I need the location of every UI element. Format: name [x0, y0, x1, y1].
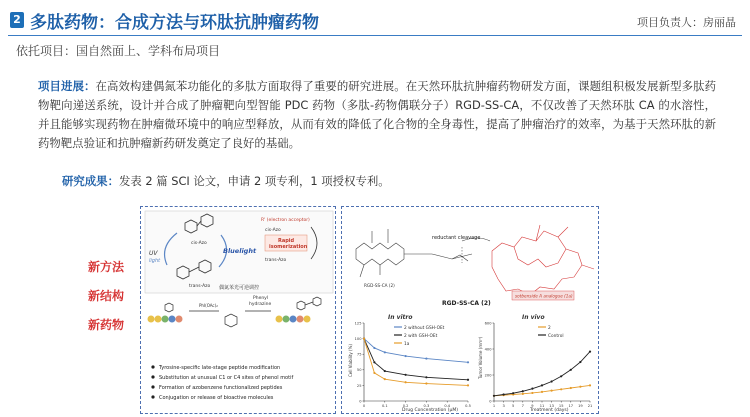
y-tick-label: 125	[354, 321, 362, 326]
cyclic-peptide-structure	[492, 225, 594, 295]
bullet-3: Formation of azobenzene functionalized peptides	[159, 385, 283, 391]
y-tick-label: 0	[489, 399, 492, 404]
y-tick-label: 200	[484, 373, 492, 378]
pdc-figure-panel	[341, 206, 599, 414]
x-tick-label: 1	[492, 404, 496, 408]
data-point	[384, 378, 386, 380]
trans-azo-label: trans-Azo	[189, 284, 211, 289]
data-point	[570, 369, 572, 371]
progress-label: 项目进展：	[38, 79, 96, 93]
bullet-dot	[151, 385, 154, 388]
analogue-label: sotbenside A analogue (1a)	[515, 293, 573, 299]
series-line-control	[494, 352, 590, 396]
legend-with: 2 with GSH-OEt	[404, 334, 438, 339]
rgd-structure-label: RGD-SS-CA (2)	[364, 283, 395, 288]
side-label-new-method: 新方法	[88, 260, 125, 274]
x-tick-label: 13	[549, 404, 554, 408]
data-point	[589, 384, 591, 386]
rapid-label: Rapid	[278, 238, 295, 244]
data-point	[373, 372, 375, 374]
invivo-chart	[485, 321, 593, 408]
data-point	[467, 384, 469, 386]
series-line-2-with-gsh-oet	[364, 339, 468, 380]
bullet-4: Conjugation or release of bioactive molecules	[159, 395, 274, 401]
data-point	[579, 386, 581, 388]
x-tick-label: 0.5	[465, 404, 471, 408]
invitro-ylabel: Cell Viability (%)	[348, 344, 353, 377]
bullet-1: Tyrosine-specific late-stage peptide modification	[159, 365, 281, 371]
x-tick-label: 0.1	[381, 404, 388, 408]
x-tick-label: 15	[558, 404, 564, 408]
supporting-projects: 依托项目：国自然面上、学科布局项目	[16, 44, 221, 58]
pdc-figure	[342, 207, 599, 414]
results-label: 研究成果：	[62, 174, 119, 188]
oxidant-label: PhI(OAc)₂	[199, 303, 218, 308]
bluelight-label: Bluelight	[223, 247, 257, 255]
data-point	[384, 370, 386, 372]
legend-1a: 1a	[404, 342, 410, 347]
electron-acceptor-label: R' (electron acceptor)	[261, 218, 310, 223]
chart-title-invitro: In vitro	[388, 314, 413, 321]
results-text: 发表 2 篇 SCI 论文，申请 2 项专利，1 项授权专利。	[118, 174, 390, 188]
x-tick-label: 17	[568, 404, 574, 408]
data-point	[467, 361, 469, 363]
bullet-dot	[151, 375, 154, 378]
y-tick-label: 400	[484, 347, 492, 352]
project-lead: 项目负责人：房丽晶	[637, 16, 736, 29]
x-tick-label: 0	[362, 404, 366, 408]
azobenzene-figure	[141, 207, 336, 414]
section-header	[8, 6, 742, 34]
header-divider	[8, 35, 742, 36]
legend-without: 2 without GSH-OEt	[404, 326, 445, 331]
data-point	[503, 393, 505, 395]
data-point	[493, 395, 495, 397]
x-tick-label: 0.2	[402, 404, 409, 408]
invivo-xlabel: Treatment (days)	[530, 408, 569, 413]
data-point	[425, 376, 427, 378]
data-point	[579, 361, 581, 363]
product-azobenzene	[297, 297, 321, 310]
data-point	[467, 379, 469, 381]
x-tick-label: 9	[531, 404, 534, 408]
x-tick-label: 19	[578, 404, 583, 408]
compound-label: RGD-SS-CA (2)	[442, 300, 491, 307]
data-point	[560, 388, 562, 390]
phenol-structure	[165, 303, 173, 312]
side-labels	[88, 258, 124, 345]
legend-2: 2	[548, 326, 551, 331]
quinone-intermediate	[225, 314, 237, 327]
y-tick-label: 600	[484, 321, 492, 326]
peptide-chain-right	[276, 316, 311, 323]
uv-label: UV	[149, 250, 158, 257]
x-tick-label: 11	[539, 404, 545, 408]
chart-title-invivo: In vivo	[522, 314, 545, 321]
data-point	[384, 351, 386, 353]
section-number-badge: 2	[10, 12, 24, 28]
data-point	[405, 381, 407, 383]
x-tick-label: 0.4	[444, 404, 451, 408]
peptide-chain-left	[148, 316, 183, 323]
feature-bullets	[151, 365, 293, 401]
data-point	[531, 392, 533, 394]
data-point	[512, 392, 514, 394]
side-label-new-structure: 新结构	[88, 289, 125, 303]
data-point	[522, 390, 524, 392]
data-point	[522, 393, 524, 395]
x-tick-label: 5	[512, 404, 515, 408]
y-tick-label: 0	[359, 399, 362, 404]
data-point	[425, 357, 427, 359]
data-point	[405, 374, 407, 376]
photoswitch-caption: 偶氮苯光可逆调控	[219, 285, 260, 291]
y-tick-label: 50	[356, 368, 362, 373]
x-tick-label: 7	[521, 404, 524, 408]
invitro-legend	[394, 325, 445, 347]
x-tick-label: 21	[587, 404, 593, 408]
data-point	[570, 387, 572, 389]
data-point	[589, 351, 591, 353]
hydrazine-label: hydrazine	[249, 302, 272, 307]
section-title: 多肽药物：合成方法与环肽抗肿瘤药物	[30, 13, 319, 33]
data-point	[551, 380, 553, 382]
invivo-legend	[538, 325, 564, 339]
series-line-1a	[364, 339, 468, 386]
data-point	[541, 391, 543, 393]
data-point	[541, 384, 543, 386]
x-tick-label: 0.3	[423, 404, 430, 408]
progress-text: 在高效构建偶氮苯功能化的多肽方面取得了重要的研究进展。在天然环肽抗肿瘤药物研发方面，课题组积极发展新型多肽药物靶向递送系统，设计并合成了肿瘤靶向型智能 PDC 药物（多肽-药物偶联分子）RGD-SS-CA，不仅改善了天然环肽 CA 的水溶性，并且能够实现药物在肿瘤微环境中的响应型释放，从而有效的降低了化合物的全身毒性，提高了肿瘤治疗的效率，为基于天然环肽的新药物靶点验证和抗肿瘤新药研发奠定了良好的基础。	[38, 79, 716, 150]
y-tick-label: 75	[356, 352, 362, 357]
data-point	[373, 361, 375, 363]
data-point	[551, 390, 553, 392]
light-label: light	[149, 258, 161, 264]
data-point	[560, 375, 562, 377]
cis-azo-right-label: cis-Azo	[265, 228, 281, 233]
progress-paragraph	[38, 77, 716, 153]
x-tick-label: 3	[502, 404, 505, 408]
bullet-dot	[151, 365, 154, 368]
series-line-2-without-gsh-oet	[364, 339, 468, 363]
trans-azo-right-label: trans-Azo	[265, 258, 287, 263]
invivo-ylabel: Tumor Volume (mm³)	[478, 336, 483, 379]
data-point	[405, 355, 407, 357]
bullet-dot	[151, 395, 154, 398]
y-tick-label: 25	[356, 383, 362, 388]
bullet-2: Substitution at unusual C1 or C4 sites of phenol motif	[159, 375, 294, 381]
data-point	[373, 347, 375, 349]
phenyl-label: Phenyl	[253, 296, 269, 301]
y-tick-label: 100	[354, 337, 362, 341]
isomerization-label: isomerization	[269, 244, 308, 250]
invitro-xlabel: Drug Concentration (μM)	[402, 408, 458, 413]
legend-control: Control	[548, 334, 564, 339]
results-line	[62, 173, 390, 189]
azobenzene-figure-panel	[140, 206, 336, 414]
data-point	[531, 388, 533, 390]
cis-azo-label: cis-Azo	[191, 241, 207, 246]
data-point	[363, 338, 365, 340]
side-label-new-drug: 新药物	[88, 318, 125, 332]
reductant-cleavage-label: reductant cleavage	[432, 235, 481, 241]
data-point	[425, 382, 427, 384]
